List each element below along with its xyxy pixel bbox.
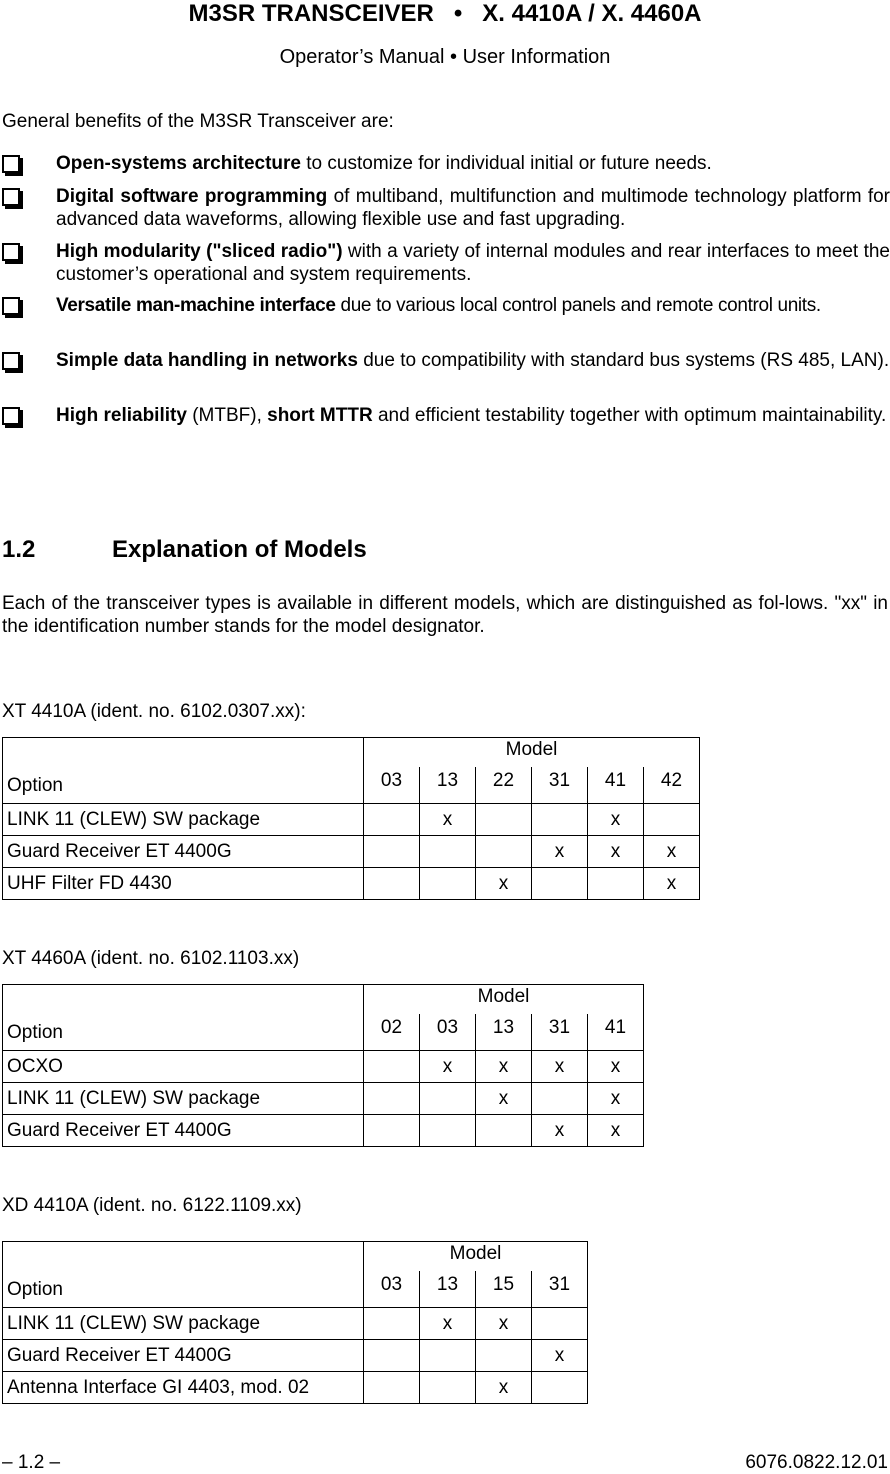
option-mark: x	[476, 1308, 532, 1340]
intro-text: General benefits of the M3SR Transceiver are:	[2, 111, 394, 132]
option-mark	[364, 1083, 420, 1115]
option-name: LINK 11 (CLEW) SW package	[3, 1083, 364, 1115]
option-header: Option	[3, 985, 364, 1051]
option-mark	[420, 868, 476, 900]
option-mark: x	[588, 1115, 644, 1147]
option-mark	[532, 804, 588, 836]
option-mark	[532, 868, 588, 900]
model-header: Model	[364, 738, 700, 768]
table-row	[3, 1340, 588, 1372]
benefit-item: High modularity ("sliced radio") with a variety of internal modules and rear interfaces to meet the customer’s operational and system requirements.	[2, 240, 890, 286]
model-table-xt4460a	[2, 984, 644, 1147]
option-mark	[532, 1083, 588, 1115]
model-number: 02	[364, 1014, 420, 1051]
option-mark: x	[588, 1051, 644, 1083]
page-number: – 1.2 –	[2, 1452, 61, 1473]
option-mark	[420, 1372, 476, 1404]
table-caption: XT 4410A (ident. no. 6102.0307.xx):	[2, 701, 306, 722]
option-name: Guard Receiver ET 4400G	[3, 836, 364, 868]
option-mark	[420, 1340, 476, 1372]
option-mark: x	[644, 868, 700, 900]
checkbox-bullet-icon	[2, 243, 20, 261]
option-mark: x	[588, 1083, 644, 1115]
option-mark: x	[476, 868, 532, 900]
option-mark: x	[532, 1115, 588, 1147]
option-mark	[364, 804, 420, 836]
model-number: 41	[588, 1014, 644, 1051]
option-mark	[476, 836, 532, 868]
option-mark: x	[644, 836, 700, 868]
option-mark	[420, 836, 476, 868]
option-mark: x	[532, 1340, 588, 1372]
checkbox-bullet-icon	[2, 155, 20, 173]
model-header: Model	[364, 985, 644, 1015]
model-number: 03	[420, 1014, 476, 1051]
option-mark	[644, 804, 700, 836]
model-number: 15	[476, 1271, 532, 1308]
option-name: Guard Receiver ET 4400G	[3, 1340, 364, 1372]
option-name: LINK 11 (CLEW) SW package	[3, 1308, 364, 1340]
benefit-item: Versatile man-machine interface due to various local control panels and remote control units.	[2, 294, 890, 317]
section-title: Explanation of Models	[112, 536, 367, 563]
option-mark	[364, 836, 420, 868]
table-caption: XD 4410A (ident. no. 6122.1109.xx)	[2, 1195, 302, 1216]
option-mark	[476, 1115, 532, 1147]
option-mark	[364, 1372, 420, 1404]
option-mark: x	[476, 1083, 532, 1115]
section-heading	[2, 536, 367, 564]
model-table-xt4410a	[2, 737, 700, 900]
benefit-item: High reliability (MTBF), short MTTR and efficient testability together with optimum maintainability.	[2, 404, 890, 427]
option-mark	[588, 868, 644, 900]
option-mark	[364, 1308, 420, 1340]
option-mark	[364, 1115, 420, 1147]
page-subtitle: Operator’s Manual • User Information	[279, 46, 611, 68]
section-text: Each of the transceiver types is available in different models, which are distinguished as fol-lows. "xx" in the identification number stands for the model designator.	[2, 593, 888, 637]
model-number: 22	[476, 767, 532, 804]
table-caption: XT 4460A (ident. no. 6102.1103.xx)	[2, 948, 300, 969]
option-mark: x	[588, 804, 644, 836]
option-mark: x	[532, 836, 588, 868]
option-mark	[476, 804, 532, 836]
option-header: Option	[3, 738, 364, 804]
option-name: Antenna Interface GI 4403, mod. 02	[3, 1372, 364, 1404]
table-row	[3, 836, 700, 868]
option-mark: x	[420, 1051, 476, 1083]
option-mark	[420, 1115, 476, 1147]
option-mark	[364, 1340, 420, 1372]
checkbox-bullet-icon	[2, 407, 20, 425]
benefit-item: Digital software programming of multiband, multifunction and multimode technology platform for advanced data waveforms, allowing flexible use and fast upgrading.	[2, 185, 890, 231]
table-row	[3, 1051, 644, 1083]
option-mark	[476, 1340, 532, 1372]
page-title: M3SR TRANSCEIVER • X. 4410A / X. 4460A	[188, 0, 702, 27]
model-number: 13	[476, 1014, 532, 1051]
model-number: 41	[588, 767, 644, 804]
model-number: 13	[420, 1271, 476, 1308]
option-mark	[364, 868, 420, 900]
option-mark	[364, 1051, 420, 1083]
benefit-item: Simple data handling in networks due to compatibility with standard bus systems (RS 485, LAN).	[2, 349, 890, 372]
table-row	[3, 804, 700, 836]
model-header: Model	[364, 1242, 588, 1272]
table-row	[3, 1308, 588, 1340]
option-mark: x	[588, 836, 644, 868]
model-number: 42	[644, 767, 700, 804]
option-mark: x	[476, 1372, 532, 1404]
checkbox-bullet-icon	[2, 297, 20, 315]
option-mark: x	[420, 804, 476, 836]
model-number: 03	[364, 767, 420, 804]
table-row	[3, 1083, 644, 1115]
option-name: Guard Receiver ET 4400G	[3, 1115, 364, 1147]
table-row	[3, 1372, 588, 1404]
option-mark	[532, 1372, 588, 1404]
option-name: LINK 11 (CLEW) SW package	[3, 804, 364, 836]
model-number: 31	[532, 1014, 588, 1051]
checkbox-bullet-icon	[2, 352, 20, 370]
option-header: Option	[3, 1242, 364, 1308]
table-row	[3, 1115, 644, 1147]
benefit-item: Open-systems architecture to customize for individual initial or future needs.	[2, 152, 890, 175]
option-mark: x	[476, 1051, 532, 1083]
model-number: 31	[532, 1271, 588, 1308]
section-number: 1.2	[2, 536, 36, 563]
option-mark	[532, 1308, 588, 1340]
option-mark	[420, 1083, 476, 1115]
option-mark: x	[420, 1308, 476, 1340]
option-mark: x	[532, 1051, 588, 1083]
model-number: 31	[532, 767, 588, 804]
document-number: 6076.0822.12.01	[745, 1452, 888, 1473]
checkbox-bullet-icon	[2, 188, 20, 206]
table-row	[3, 868, 700, 900]
model-number: 03	[364, 1271, 420, 1308]
model-number: 13	[420, 767, 476, 804]
model-table-xd4410a	[2, 1241, 588, 1404]
option-name: OCXO	[3, 1051, 364, 1083]
option-name: UHF Filter FD 4430	[3, 868, 364, 900]
